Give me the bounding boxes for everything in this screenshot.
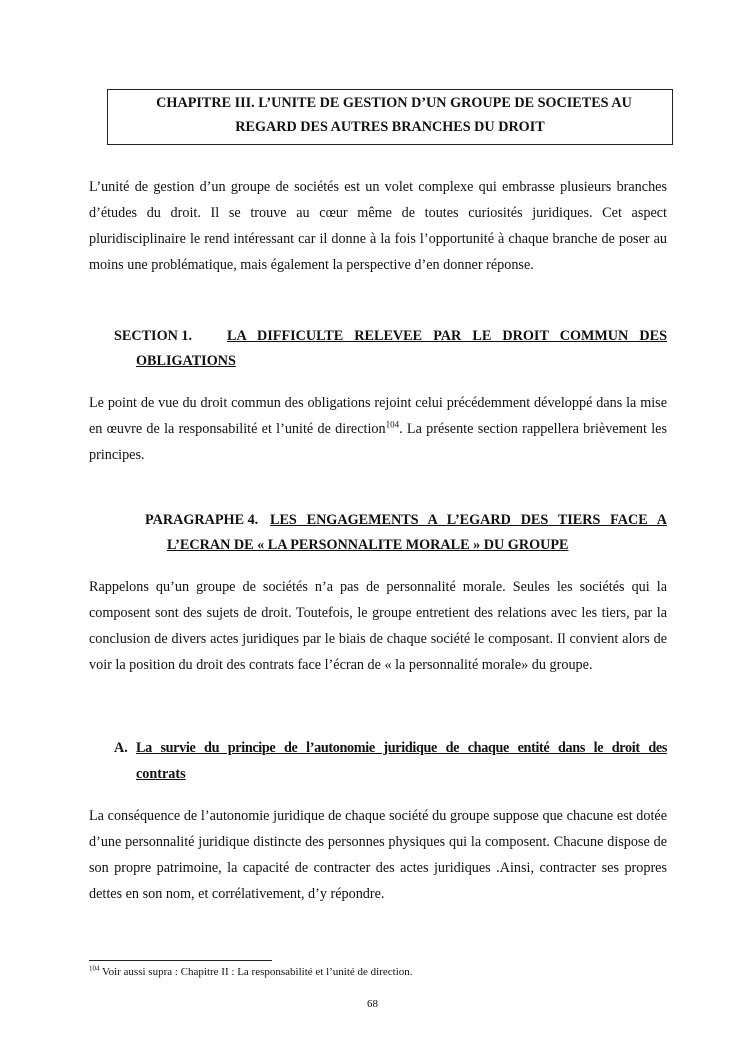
- section-1-text-before: Le point de vue du droit commun des obligations rejoint celui précédemment développé dans la mise en œuvre de la responsabilité et l’unité de direction: [89, 395, 667, 437]
- section-1-title-line-2: OBLIGATIONS: [136, 353, 236, 369]
- subsection-a-label: A.: [114, 740, 128, 756]
- footnote-text: Voir aussi supra : Chapitre II : La responsabilité et l’unité de direction.: [99, 966, 413, 978]
- page-number: 68: [367, 998, 378, 1010]
- subsection-a-title-line-1: La survie du principe de l’autonomie juridique de chaque entité dans le droit des: [136, 740, 667, 756]
- paragraph-4-label: PARAGRAPHE 4.: [145, 512, 259, 528]
- footnote-reference[interactable]: 104: [385, 419, 400, 430]
- paragraph-4-title-line-2: L’ECRAN DE « LA PERSONNALITE MORALE » DU GROUPE: [167, 537, 569, 553]
- footnote-number: 104: [89, 964, 100, 973]
- section-1-text-after: . La présente section rappellera brièvement les principes.: [89, 421, 668, 463]
- subsection-a-title-line-2: contrats: [136, 766, 186, 782]
- footnote-separator: [89, 960, 272, 961]
- paragraph-4-title-line-1: LES ENGAGEMENTS A L’EGARD DES TIERS FACE A: [270, 512, 667, 528]
- subsection-a-text: La conséquence de l’autonomie juridique de chaque société du groupe suppose que chacune est dotée d’une personnalité juridique distincte des personnes physiques qui la composent. Chacune dispose de son propre patrimoine, la capacité de contracter des actes juridiques .Ainsi, contracter ses propres dettes en son nom, et corrélativement, d’y répondre.: [89, 808, 667, 902]
- footnote: [89, 966, 413, 978]
- chapter-title-line-2: REGARD DES AUTRES BRANCHES DU DROIT: [235, 119, 545, 135]
- chapter-heading-box: [107, 89, 673, 145]
- chapter-title-line-1: CHAPITRE III. L’UNITE DE GESTION D’UN GROUPE DE SOCIETES AU: [156, 95, 632, 111]
- paragraph-4-text: Rappelons qu’un groupe de sociétés n’a pas de personnalité morale. Seules les sociétés qui la composent sont des sujets de droit. Toutefois, le groupe entretient des relations avec les tiers, par la conclusion de divers actes juridiques par le biais de chaque société le composant. Il convient alors de voir la position du droit des contrats face l’écran de « la personnalité morale» du groupe.: [89, 579, 667, 673]
- section-1-paragraph: [89, 390, 667, 468]
- section-1-title-line-1: LA DIFFICULTE RELEVEE PAR LE DROIT COMMUN DES: [227, 328, 667, 344]
- section-1-label: SECTION 1.: [114, 328, 193, 344]
- intro-paragraph: L’unité de gestion d’un groupe de sociétés est un volet complexe qui embrasse plusieurs branches d’études du droit. Il se trouve au cœur même de toutes curiosités juridiques. Cet aspect pluridisciplinaire le rend intéressant car il donne à la fois l’opportunité à chaque branche de poser au moins une problématique, mais également la perspective d’en donner réponse.: [89, 179, 667, 273]
